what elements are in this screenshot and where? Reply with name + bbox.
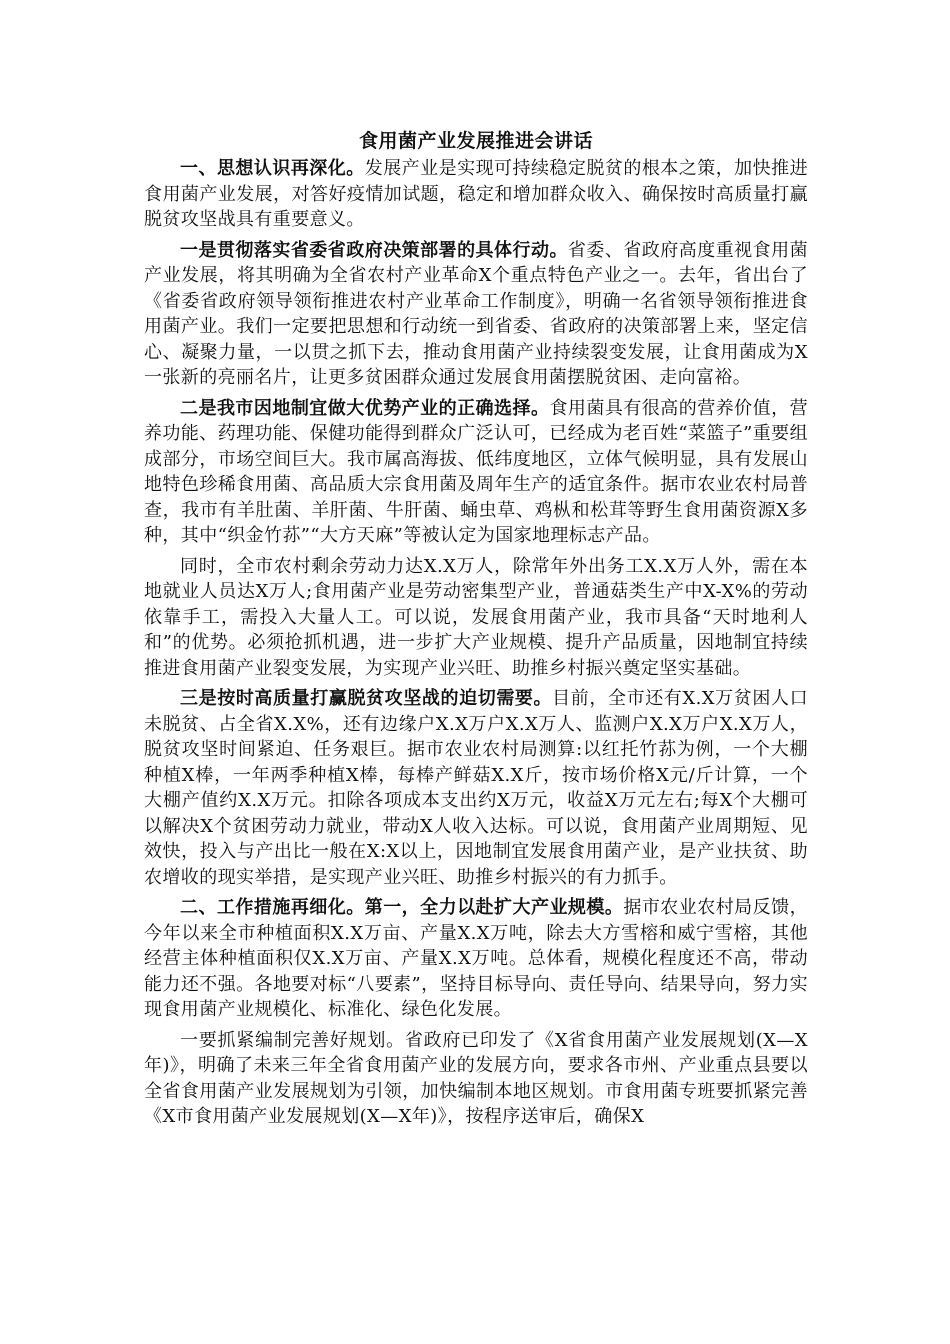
paragraph-2-text: 省委、省政府高度重视食用菌产业发展，将其明确为全省农村产业革命X个重点特色产业之一。去年，省出台了《省委省政府领导领衔推进农村产业革命工作制度》，明确一名省领导领衔推进食用菌产业。我们一定要把思想和行动统一到省委、省政府的决策部署上来，坚定信心、凝聚力量，一以贯之抓下去，推动食用菌产业持续裂变发展，让食用菌成为X一张新的亮丽名片，让更多贫困群众通过发展食用菌摆脱贫困、走向富裕。 bbox=[144, 239, 808, 388]
document-page bbox=[144, 128, 808, 1135]
paragraph-1 bbox=[144, 156, 808, 233]
paragraph-1-text: 发展产业是实现可持续稳定脱贫的根本之策，加快推进食用菌产业发展，对答好疫情加试题，稳定和增加群众收入、确保按时高质量打赢脱贫攻坚战具有重要意义。 bbox=[144, 158, 808, 230]
paragraph-5-text: 目前，全市还有X.X万贫困人口未脱贫、占全省X.X%，还有边缘户X.X万户X.X万人、监测户X.X万户X.X万人，脱贫攻坚时间紧迫、任务艰巨。据市农业农村局测算:以红托竹荪为例，一个大棚种植X棒，一年两季种植X棒，每棒产鲜菇X.X斤，按市场价格X元/斤计算，一个大棚产值约X.X万元。扣除各项成本支出约X万元，收益X万元左右;每X个大棚可以解决X个贫困劳动力就业，带动X人收入达标。可以说，食用菌产业周期短、见效快，投入与产出比一般在X:X以上，因地制宜发展食用菌产业，是产业扶贫、助农增收的现实举措，是实现产业兴旺、助推乡村振兴的有力抓手。 bbox=[144, 688, 808, 888]
paragraph-3-text: 食用菌具有很高的营养价值，营养功能、药理功能、保健功能得到群众广泛认可，已经成为老百姓“菜篮子”重要组成部分，市场空间巨大。我市属高海拔、低纬度地区，立体气候明显，具有发展山地特色珍稀食用菌、高品质大宗食用菌及周年生产的适宜条件。据市农业农村局普查，我市有羊肚菌、羊肝菌、牛肝菌、蛹虫草、鸡枞和松茸等野生食用菌资源X多种，其中“织金竹荪”“大方天麻”等被认定为国家地理标志产品。 bbox=[144, 397, 808, 546]
paragraph-7-text: 一要抓紧编制完善好规划。省政府已印发了《X省食用菌产业发展规划(X—X年)》，明确了未来三年全省食用菌产业的发展方向，要求各市州、产业重点县要以全省食用菌产业发展规划为引领，加快编制本地区规划。市食用菌专班要抓紧完善《X市食用菌产业发展规划(X—X年)》，按程序送审后，确保X bbox=[144, 1029, 808, 1127]
paragraph-5-lead: 三是按时高质量打赢脱贫攻坚战的迫切需要。 bbox=[180, 688, 553, 709]
document-title: 食用菌产业发展推进会讲话 bbox=[358, 130, 593, 152]
paragraph-4-text: 同时，全市农村剩余劳动力达X.X万人，除常年外出务工X.X万人外，需在本地就业人员达X万人;食用菌产业是劳动密集型产业，普通菇类生产中X-X%的劳动依靠手工，需投入大量人工。可以说，发展食用菌产业，我市具备“天时地利人和”的优势。必须抢抓机遇，进一步扩大产业规模、提升产品质量，因地制宜持续推进食用菌产业裂变发展，为实现产业兴旺、助推乡村振兴奠定坚实基础。 bbox=[144, 555, 808, 679]
paragraph-5 bbox=[144, 686, 808, 890]
paragraph-2-lead: 一是贯彻落实省委省政府决策部署的具体行动。 bbox=[180, 239, 568, 261]
paragraph-6-lead: 二、工作措施再细化。第一，全力以赴扩大产业规模。 bbox=[180, 897, 624, 918]
paragraph-7 bbox=[144, 1028, 808, 1130]
paragraph-6 bbox=[144, 895, 808, 1023]
paragraph-1-lead: 一、思想认识再深化。 bbox=[180, 158, 365, 179]
paragraph-3-lead: 二是我市因地制宜做大优势产业的正确选择。 bbox=[180, 397, 550, 419]
paragraph-2 bbox=[144, 238, 808, 391]
paragraph-4 bbox=[144, 554, 808, 682]
paragraph-3 bbox=[144, 396, 808, 549]
paragraph-6-text: 据市农业农村局反馈，今年以来全市种植面积X.X万亩、产量X.X万吨，除去大方雪榕和威宁雪榕，其他经营主体种植面积仅X.X万亩、产量X.X万吨。总体看，规模化程度还不高，带动能力还不强。各地要对标“八要素”，坚持目标导向、责任导向、结果导向，努力实现食用菌产业规模化、标准化、绿色化发展。 bbox=[144, 897, 808, 1020]
